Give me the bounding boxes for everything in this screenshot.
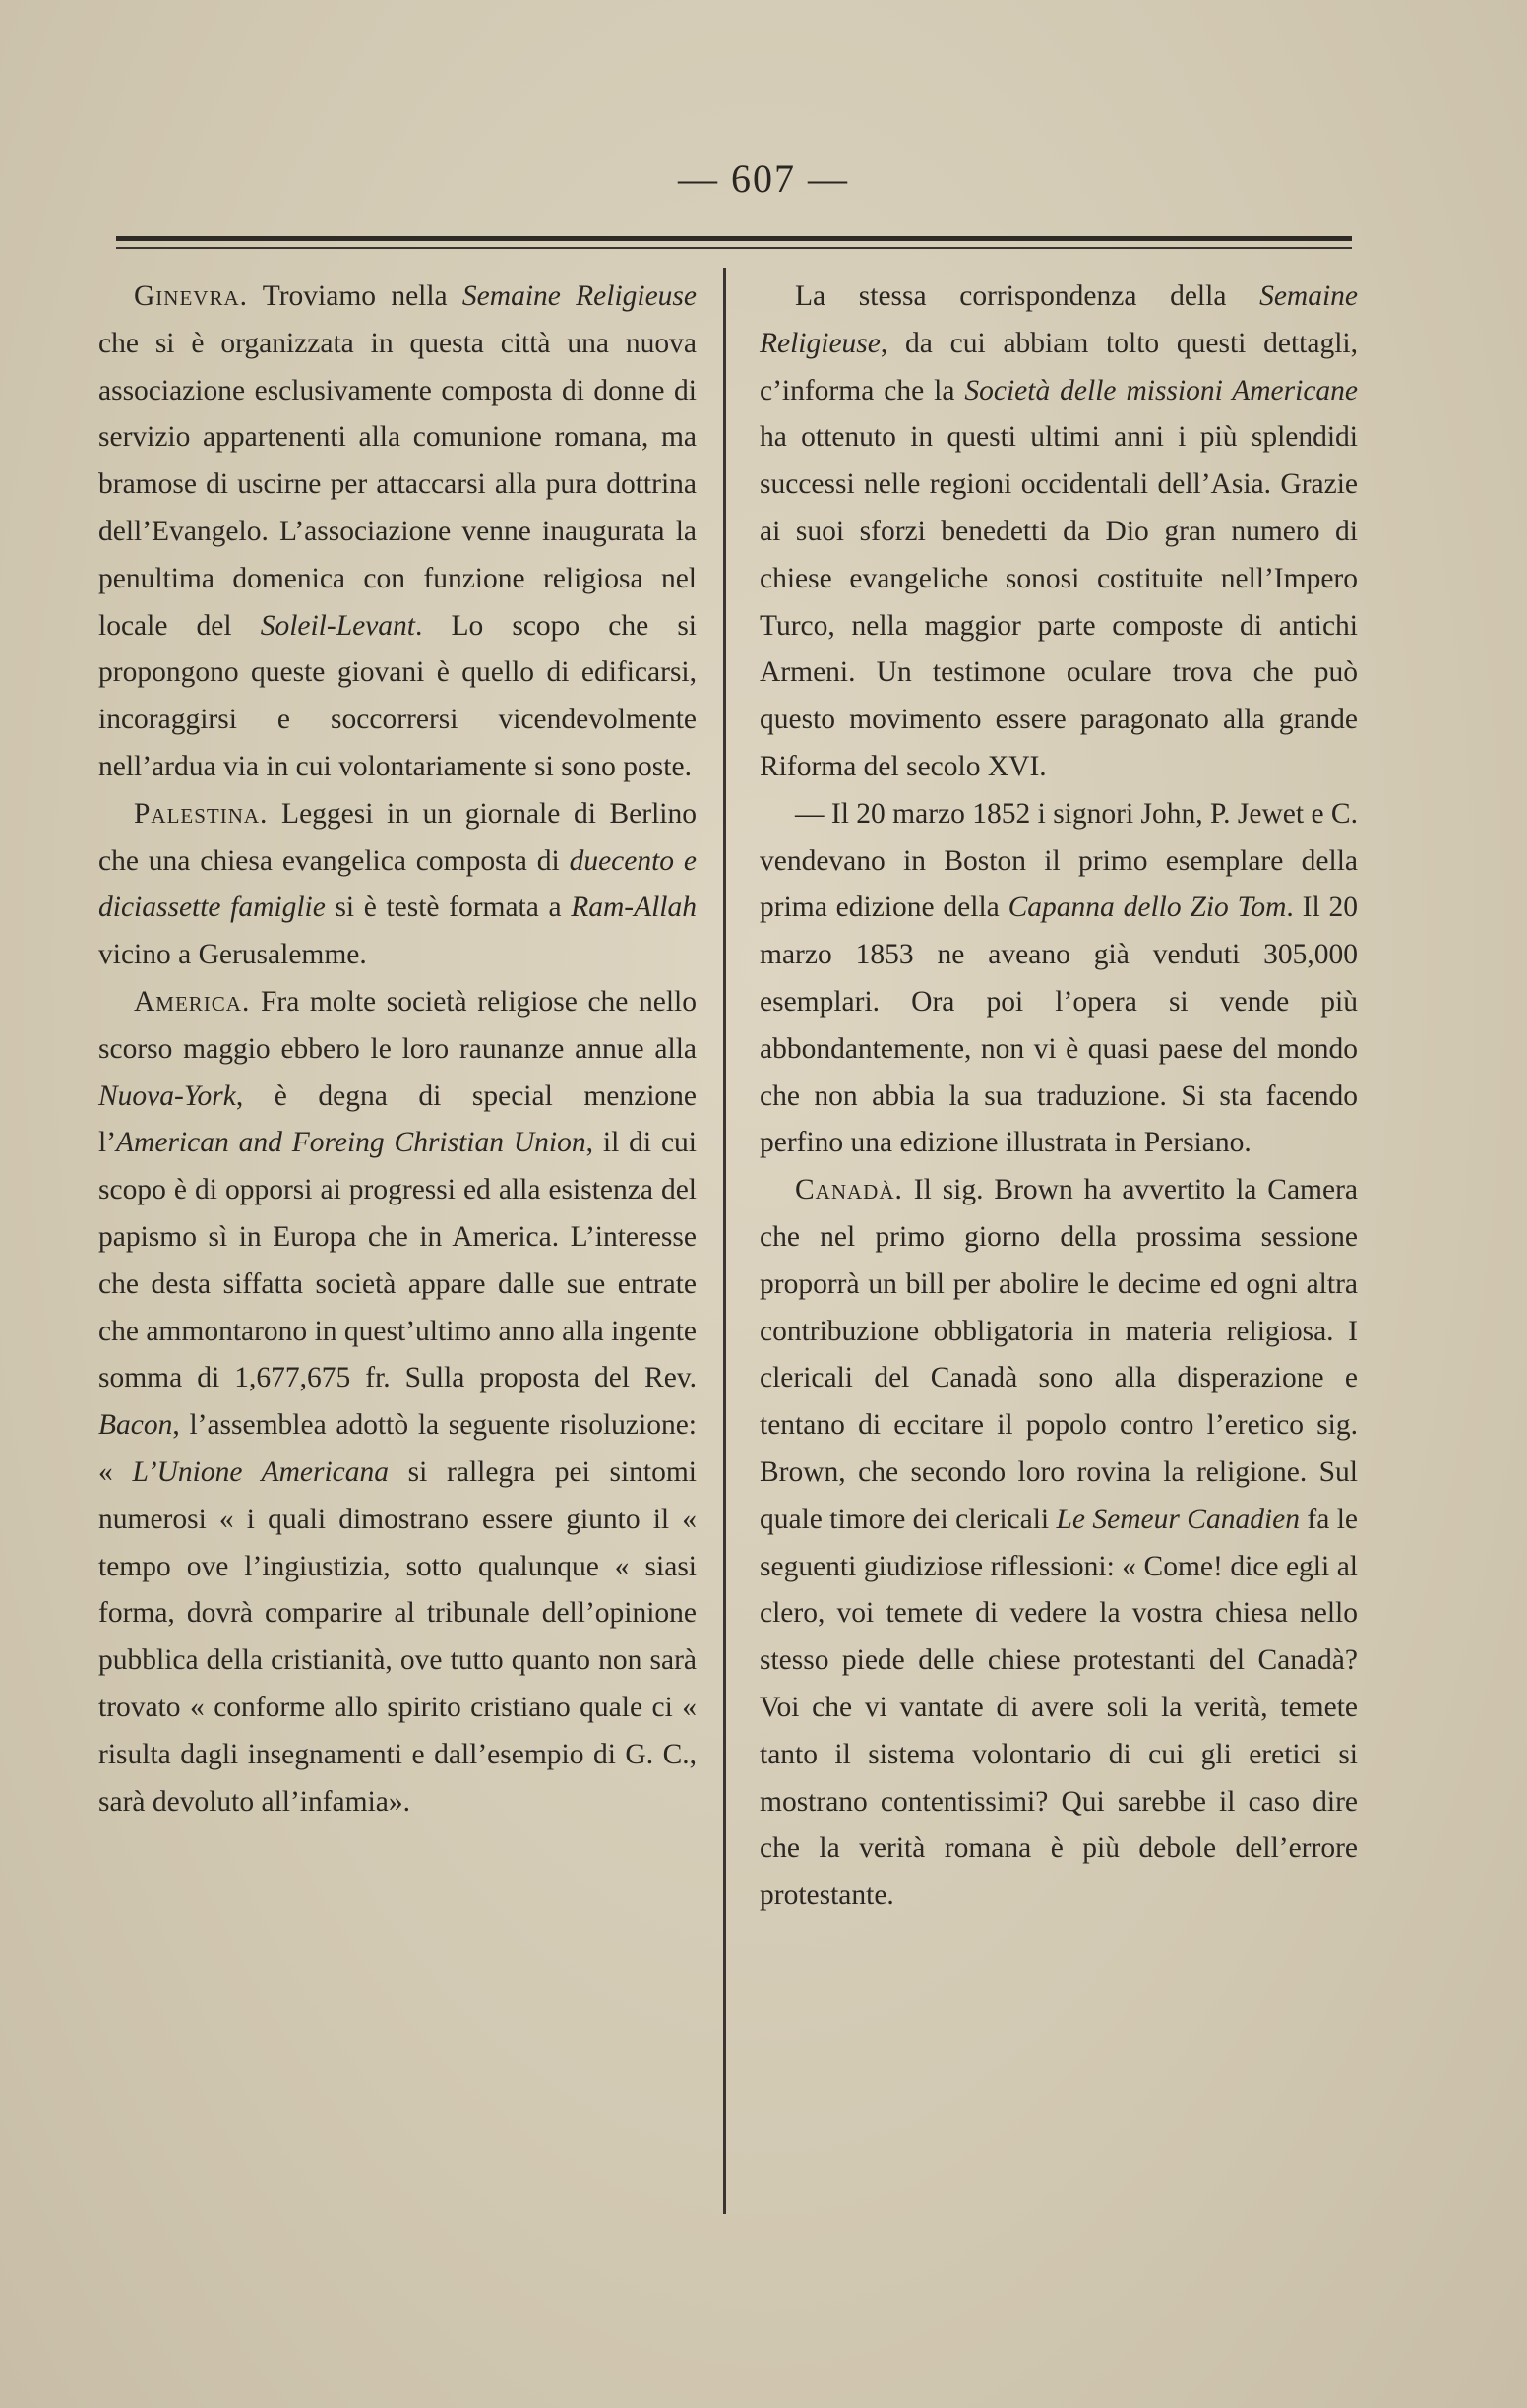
italic-run: Bacon: [98, 1409, 173, 1442]
section-heading-america: America.: [134, 985, 251, 1018]
text-run: — Il 20 marzo 1852 i signori John, P. Jewet e C.: [795, 797, 1358, 830]
left-column: [98, 274, 697, 1825]
text-run: che si è organizzata in questa città una nuova associazione esclusivamente composta di donne di servizio appartenenti alla comunione romana, ma bramose di uscirne per attaccarsi alla pura dottrina dell’Evangelo. L’associazione venne inaugurata la penultima domenica con funzione religiosa nel locale del: [98, 327, 697, 642]
text-run: ha ottenuto in questi ultimi anni i più splendidi successi nelle regioni occidentali dell’Asia. Grazie ai suoi sforzi benedetti da Dio gran numero di chiese evangeliche sonosi costituite nell’Impero Turco, nella maggior parte composte di antichi Armeni. Un testimone oculare trova che può questo movimento essere paragonato alla grande Riforma del secolo XVI.: [760, 421, 1358, 782]
text-run: Troviamo nella: [248, 280, 462, 312]
text-run: , da cui abbiam tolto questi dettagli, c’informa che la: [760, 327, 1358, 406]
page-number: — 607 —: [678, 156, 849, 201]
text-run: Fra molte società religiose che nello scorso maggio ebbero le loro raunanze annue alla: [98, 985, 697, 1065]
text-run: si rallegra pei sintomi numerosi « i quali dimostrano essere giunto il « tempo ove l’ingiustizia, sotto qualunque « siasi forma, dovrà comparire al tribunale dell’opinione pubblica della cristianità, ove tutto quanto non sarà trovato « conforme allo spirito cristiano quale ci « risulta dagli insegnamenti e dall’esempio di G. C., sarà devoluto all’infamia».: [98, 1455, 697, 1818]
italic-run: Ram-Allah: [571, 892, 697, 924]
text-run: fa le seguenti giudiziose riflessioni: « Come! dice egli al clero, voi temete di vedere la vostra chiesa nello stesso piede delle chiese protestanti del Canadà? Voi che vi vantate di avere soli la verità, temete tanto il sistema volontario di cui gli eretici si mostrano contentissimi? Qui sarebbe il caso dire che la verità romana è più debole dell’errore protestante.: [760, 1503, 1358, 1912]
paragraph-canada: [760, 1167, 1358, 1920]
paragraph-capanna: [760, 791, 1358, 1167]
text-run: Leggesi in un giornale di Berlino che una chiesa evangelica composta di: [98, 797, 697, 877]
section-heading-canada: Canadà.: [795, 1174, 903, 1206]
italic-run: Capanna dello Zio Tom: [1008, 892, 1287, 924]
text-run: . Il 20 marzo 1853 ne aveano già venduti 305,000 esemplari. Ora poi l’opera si vende più abbondantemente, non vi è quasi paese del mondo che non abbia la sua traduzione. Si sta facendo perfino una edizione illustrata in Persiano.: [760, 892, 1358, 1159]
paragraph-ginevra: [98, 274, 697, 791]
italic-run: American and Foreing Christian Union: [116, 1127, 586, 1159]
text-run: vendevano in Boston il primo esemplare della prima edizione della: [760, 844, 1358, 924]
section-heading-ginevra: Ginevra.: [134, 280, 249, 312]
paragraph-america: [98, 979, 697, 1825]
text-run: si è testè formata a: [325, 892, 572, 924]
header-rule-thick: [116, 236, 1352, 241]
text-run: , l’assemblea adottò la seguente risoluzione: «: [98, 1409, 697, 1488]
paragraph-palestina: [98, 791, 697, 979]
right-column: [760, 274, 1358, 1920]
text-run: , il di cui scopo è di opporsi ai progressi ed alla esistenza del papismo sì in Europa che in America. L’interesse che desta siffatta società appare dalle sue entrate che ammontarono in quest’ultimo anno alla ingente somma di 1,677,675 fr. Sulla proposta del Rev.: [98, 1127, 697, 1394]
italic-run: Nuova-York: [98, 1080, 236, 1112]
italic-run: Semaine Religieuse: [760, 280, 1358, 359]
italic-run: Società delle missioni Americane: [964, 374, 1359, 406]
text-run: La stessa corrispondenza della: [795, 280, 1260, 312]
text-run: vicino a Gerusalemme.: [98, 939, 367, 971]
text-run: , è degna di special menzione l’: [98, 1080, 697, 1159]
italic-run: Semaine Religieuse: [461, 280, 697, 312]
italic-run: Soleil-Levant: [260, 609, 415, 642]
paragraph-missioni: [760, 274, 1358, 791]
section-heading-palestina: Palestina.: [134, 797, 269, 830]
italic-run: Le Semeur Canadien: [1056, 1503, 1300, 1535]
italic-run: duecento e diciassette famiglie: [98, 844, 697, 924]
italic-run: L’Unione Americana: [132, 1455, 389, 1488]
text-run: . Lo scopo che si propongono queste giovani è quello di edificarsi, incoraggirsi e soccorrersi vicendevolmente nell’ardua via in cui volontariamente si sono poste.: [98, 609, 697, 782]
column-divider: [723, 268, 726, 2214]
text-run: Il sig. Brown ha avvertito la Camera che nel primo giorno della prossima sessione proporrà un bill per abolire le decime ed ogni altra contribuzione obbligatoria in materia religiosa. I clericali del Canadà sono alla disperazione e tentano di eccitare il popolo contro l’eretico sig. Brown, che secondo loro rovina la religione. Sul quale timore dei clericali: [760, 1174, 1358, 1535]
header-rule-thin: [116, 247, 1352, 249]
